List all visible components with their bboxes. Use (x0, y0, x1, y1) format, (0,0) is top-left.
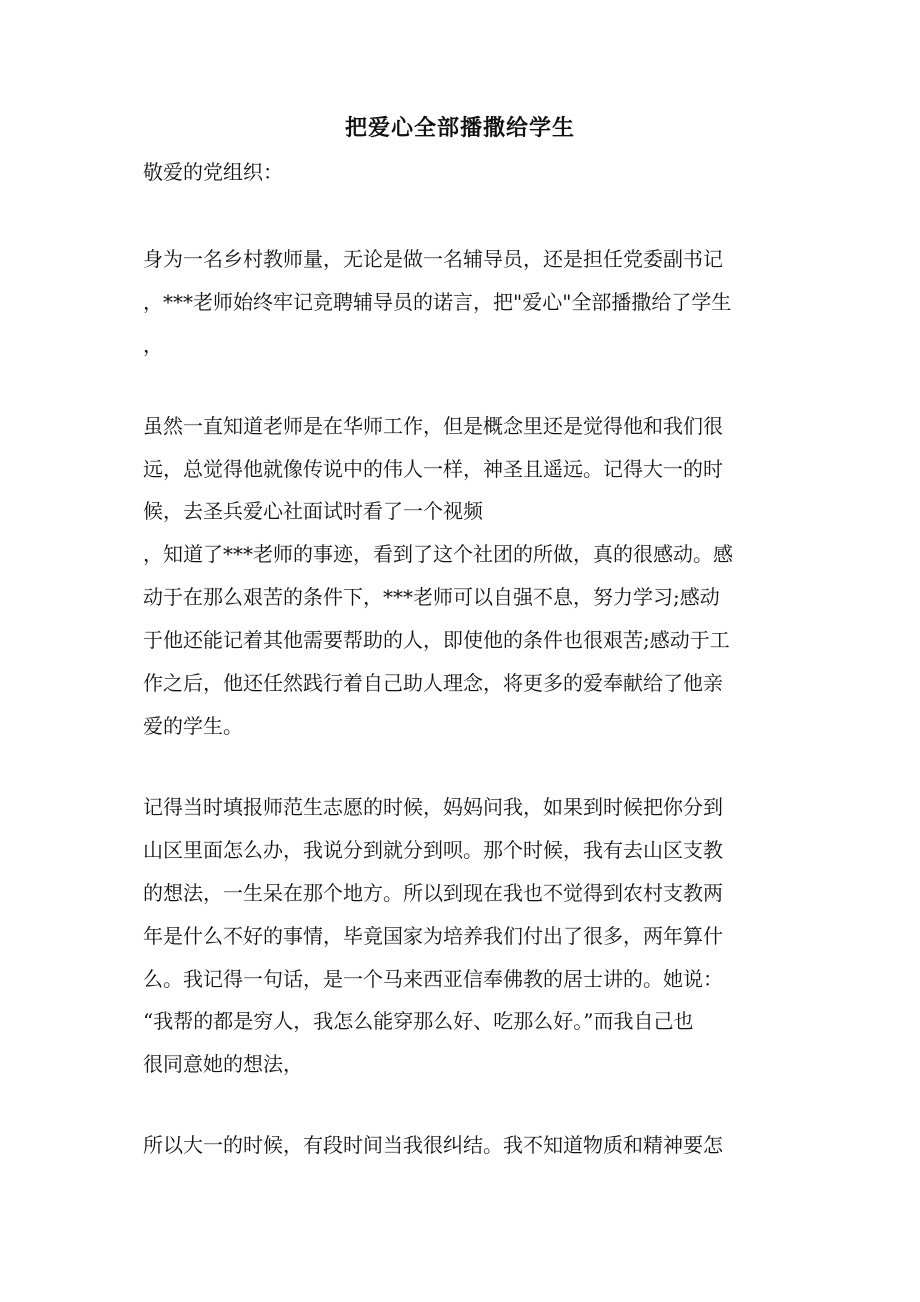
paragraph-1-line-1: 身为一名乡村教师量，无论是做一名辅导员，还是担任党委副书记 (143, 247, 723, 271)
paragraph-2-line-5: 动于在那么艰苦的条件下，***老师可以自强不息，努力学习;感动 (143, 585, 720, 609)
paragraph-1-line-3: ， (143, 333, 163, 357)
paragraph-2-line-7: 作之后，他还任然践行着自己助人理念，将更多的爱奉献给了他亲 (143, 671, 723, 695)
paragraph-2-line-3: 候，去圣兵爱心社面试时看了一个视频 (143, 499, 483, 523)
paragraph-2-line-4: ，知道了***老师的事迹，看到了这个社团的所做，真的很感动。感 (143, 542, 733, 566)
paragraph-2-line-6: 于他还能记着其他需要帮助的人，即使他的条件也很艰苦;感动于工 (143, 628, 730, 652)
paragraph-3-line-7: 很同意她的想法， (143, 1052, 303, 1076)
paragraph-3-line-1: 记得当时填报师范生志愿的时候，妈妈问我，如果到时候把你分到 (143, 795, 723, 819)
document-title: 把爱心全部播撒给学生 (344, 115, 575, 141)
salutation: 敬爱的党组织： (143, 160, 283, 184)
paragraph-3-line-3: 的想法，一生呆在那个地方。所以到现在我也不觉得到农村支教两 (143, 881, 723, 905)
paragraph-3-line-6: “我帮的都是穷人，我怎么能穿那么好、吃那么好。”而我自己也 (143, 1009, 694, 1033)
paragraph-2-line-8: 爱的学生。 (143, 714, 243, 738)
paragraph-2-line-1: 虽然一直知道老师是在华师工作，但是概念里还是觉得他和我们很 (143, 414, 723, 438)
paragraph-4-line-1: 所以大一的时候，有段时间当我很纠结。我不知道物质和精神要怎 (143, 1133, 723, 1157)
paragraph-3-line-2: 山区里面怎么办，我说分到就分到呗。那个时候，我有去山区支教 (143, 838, 723, 862)
paragraph-3-line-5: 么。我记得一句话，是一个马来西亚信奉佛教的居士讲的。她说： (143, 967, 723, 991)
paragraph-2-line-2: 远，总觉得他就像传说中的伟人一样，神圣且遥远。记得大一的时 (143, 457, 723, 481)
paragraph-3-line-4: 年是什么不好的事情，毕竟国家为培养我们付出了很多，两年算什 (143, 924, 723, 948)
paragraph-1-line-2: ，***老师始终牢记竞聘辅导员的诺言，把"爱心"全部播撒给了学生 (143, 290, 732, 314)
